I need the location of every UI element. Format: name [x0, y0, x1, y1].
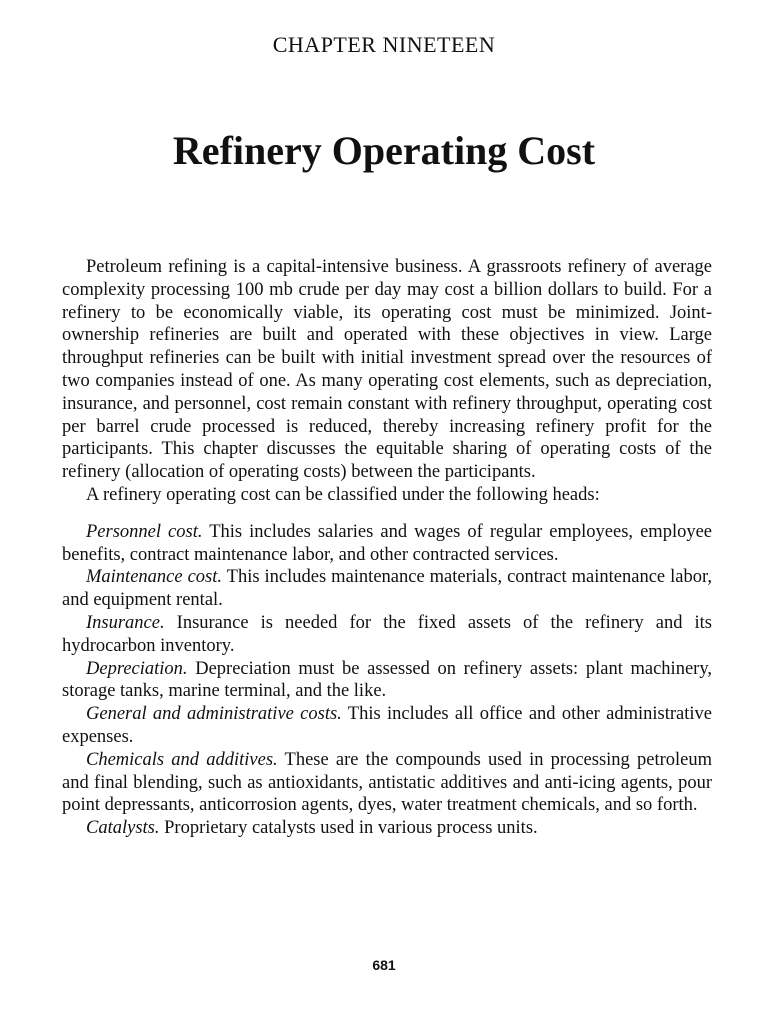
cost-head-term: Personnel cost.	[86, 521, 203, 542]
cost-head-text: This includes salaries and wages of regular employees, employee benefits, contract maintenance labor, and other contracted services.	[62, 521, 713, 565]
chapter-body	[62, 256, 712, 840]
cost-head-term: General and administrative costs.	[86, 704, 342, 725]
cost-head-maintenance	[62, 566, 712, 612]
chapter-title: Refinery Operating Cost	[172, 128, 596, 173]
cost-head-catalysts	[62, 817, 712, 840]
chapter-label: CHAPTER NINETEEN	[272, 32, 496, 57]
cost-head-personnel	[62, 521, 712, 567]
cost-head-text: These are the compounds used in processing petroleum and final blending, such as antioxidants, antistatic additives and anti-icing agents, pour point depressants, anticorrosion agents, dyes, water treatment chemicals, and so forth.	[62, 749, 712, 816]
heads-intro-paragraph: A refinery operating cost can be classified under the following heads:	[86, 484, 600, 505]
cost-head-term: Depreciation.	[86, 658, 188, 679]
cost-head-text: Proprietary catalysts used in various process units.	[159, 818, 538, 839]
cost-head-term: Insurance.	[86, 612, 165, 633]
cost-head-term: Maintenance cost.	[86, 567, 222, 588]
cost-head-text: This includes all office and other administrative expenses.	[62, 704, 712, 747]
cost-head-depreciation	[62, 658, 712, 704]
intro-paragraph: Petroleum refining is a capital-intensive business. A grassroots refinery of average complexity processing 100 mb crude per day may cost a billion dollars to build. For a refinery to be economically viable, its operating cost must be minimized. Joint-ownership refineries are built and operated with these objectives in view. Large throughput refineries can be built with initial investment spread over the resources of two companies instead of one. As many operating cost elements, such as depreciation, insurance, and personnel, cost remain constant with refinery throughput, operating cost per barrel crude processed is reduced, thereby increasing refinery profit for the participants. This chapter discusses the equitable sharing of operating costs of the refinery (allocation of operating costs) between the participants.	[62, 257, 712, 483]
cost-head-insurance	[62, 612, 712, 658]
cost-head-chemicals	[62, 749, 712, 817]
cost-head-general-admin	[62, 703, 712, 749]
cost-head-term: Catalysts.	[86, 818, 160, 839]
cost-head-text: This includes maintenance materials, contract maintenance labor, and equipment rental.	[62, 567, 713, 611]
cost-head-term: Chemicals and additives.	[86, 749, 278, 770]
page-number: 681	[372, 957, 396, 973]
cost-head-text: Depreciation must be assessed on refinery assets: plant machinery, storage tanks, marine terminal, and the like.	[62, 658, 712, 702]
cost-head-text: Insurance is needed for the fixed assets of the refinery and its hydrocarbon inventory.	[62, 612, 712, 656]
